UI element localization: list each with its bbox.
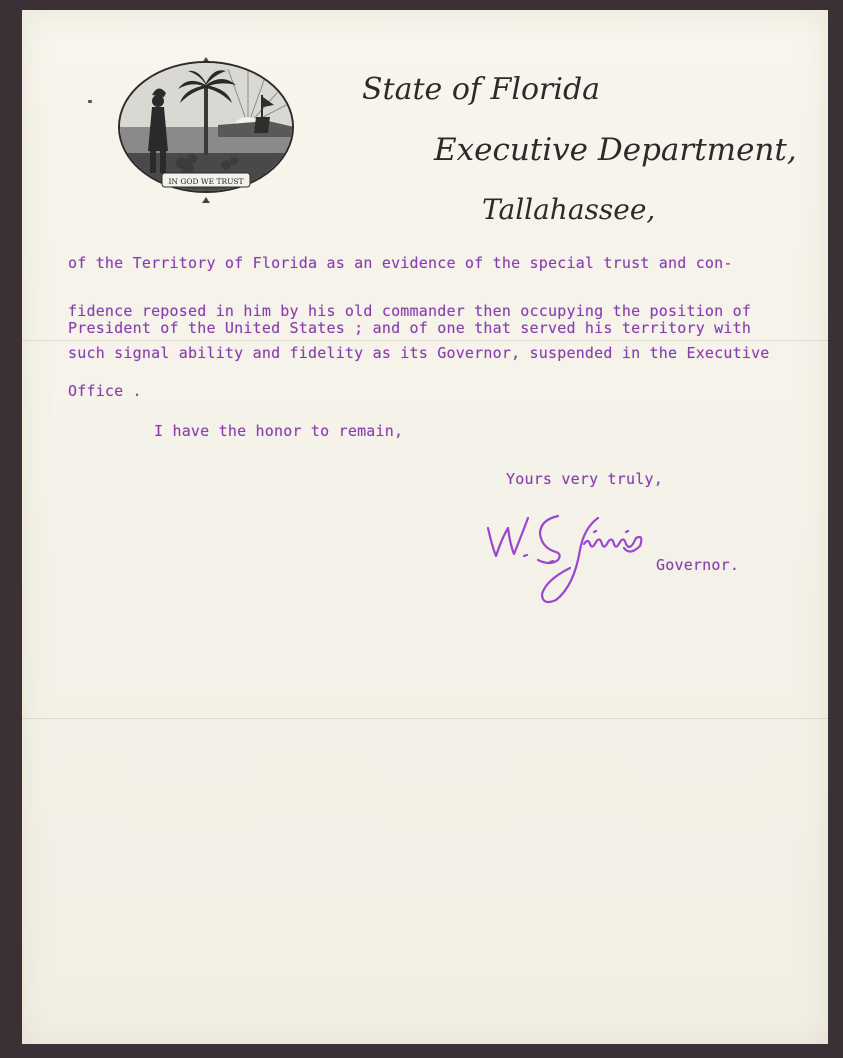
seal-motto: IN GOD WE TRUST (168, 177, 244, 186)
body-line-5: Office . (68, 382, 142, 400)
signature-name: W. S. Jennings (480, 498, 489, 499)
letterhead-department: Executive Department, (434, 132, 797, 168)
body-line-2: fidence reposed in him by his old commander then occupying the position of (68, 302, 752, 320)
body-line-3: President of the United States ; and of one that served his territory with (68, 319, 752, 337)
signature (480, 498, 660, 608)
signer-title: Governor. (656, 556, 740, 574)
valediction: Yours very truly, (506, 470, 663, 488)
closing-remark: I have the honor to remain, (154, 422, 404, 440)
paper-fold (22, 340, 828, 341)
ink-speck (88, 100, 92, 103)
letterhead-city: Tallahassee, (482, 193, 656, 226)
letterhead-state: State of Florida (362, 72, 601, 107)
letter-page (22, 10, 828, 1044)
body-line-1: of the Territory of Florida as an evidence of the special trust and con- (68, 254, 733, 272)
body-line-4: such signal ability and fidelity as its Governor, suspended in the Executive (68, 344, 770, 362)
florida-seal (118, 55, 294, 207)
paper-fold (22, 718, 828, 719)
